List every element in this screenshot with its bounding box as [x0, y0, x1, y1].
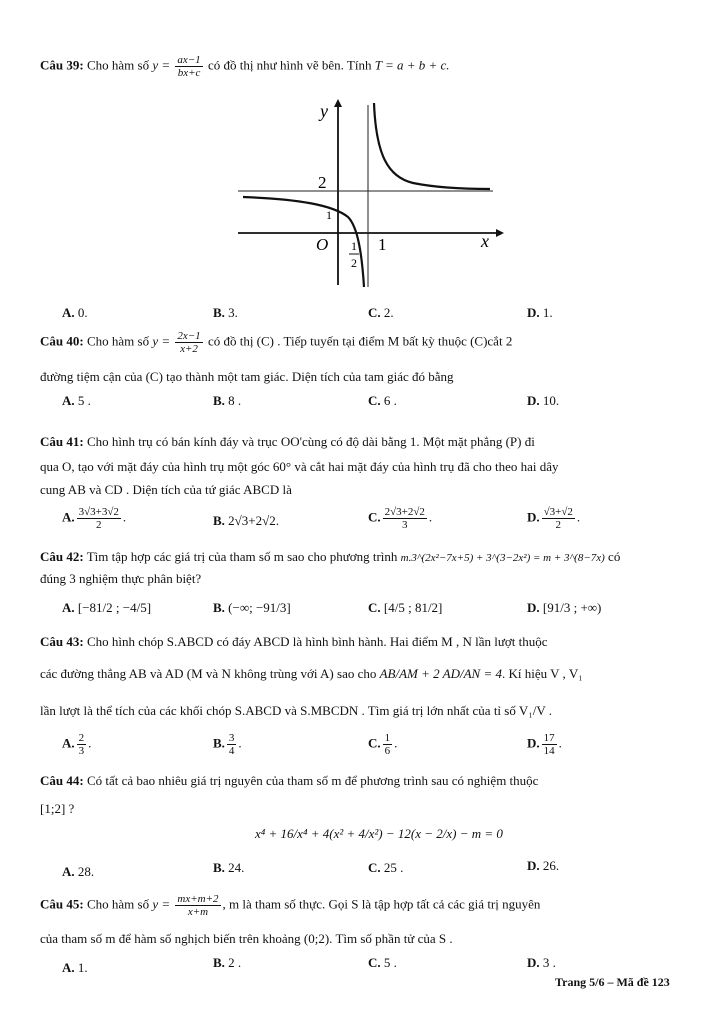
answer-option[interactable]: D. [91/3 ; +∞) [527, 600, 602, 615]
equation: x⁴ + 16/x⁴ + 4(x² + 4/x²) − 12(x − 2/x) − m = 0 [255, 826, 503, 841]
y-axis-arrow-icon [334, 99, 342, 107]
answer-option[interactable]: D. 10. [527, 393, 560, 408]
answer-option[interactable]: D. $\frac{17}{14}$ . [527, 732, 562, 757]
answer-option[interactable]: A. $\frac{3√3+3√2}{2}$ . [62, 506, 127, 531]
question-label: Câu 39: [40, 57, 84, 73]
question-label: Câu 41: [40, 434, 84, 449]
answer-fraction: $\frac{3}{4}$ [228, 732, 235, 757]
question-text: , m là tham số thực. Gọi S là tập hợp tất cả các giá trị nguyên [222, 896, 541, 912]
fraction-denominator: x+m [187, 906, 209, 918]
page-footer: Trang 5/6 – Mã đề 123 [555, 975, 670, 989]
question-text: Cho hàm số [86, 333, 150, 349]
x-axis-label: x [481, 231, 489, 251]
question-text: có [608, 549, 621, 564]
answer-option[interactable]: A. 28. [62, 864, 95, 879]
question-43-line3: lần lượt là thể tích của các khối chóp S.ABCD và S.MBCDN . Tìm giá trị lớn nhất của tỉ số V₁/V . [40, 703, 553, 718]
question-40 [40, 330, 690, 355]
fraction-denominator: x+2 [180, 343, 198, 355]
question-text: . Kí hiệu V , V₁ [502, 666, 583, 681]
question-42 [40, 548, 700, 567]
tick-label-x1: 1 [378, 235, 387, 254]
question-41-line2: qua O, tạo với mặt đáy của hình trụ một góc 60° và cắt hai mặt đáy của hình trụ đã cho theo hai dây [40, 459, 559, 474]
curve-right-branch [374, 103, 490, 189]
question-45-line2: của tham số m để hàm số nghịch biến trên khoảng (0;2). Tìm số phần tử của S . [40, 931, 453, 946]
answer-option[interactable]: A. 5 . [62, 393, 91, 408]
question-text: Tìm tập hợp các giá trị của tham số m sao cho phương trình [86, 549, 398, 564]
condition-expression: AB/AM + 2 AD/AN = 4 [379, 666, 502, 681]
answer-option[interactable]: B. 8 . [213, 393, 242, 408]
answer-option[interactable]: A. $\frac{2}{3}$ . [62, 732, 92, 757]
answer-fraction: $\frac{1}{6}$ [384, 732, 391, 757]
question-label: Câu 40: [40, 333, 84, 349]
answer-option[interactable]: C. $\frac{2√3+2√2}{3}$ . [368, 506, 433, 531]
answer-option[interactable]: A. [−81/2 ; −4/5] [62, 600, 152, 615]
answer-option[interactable]: C. $\frac{1}{6}$ . [368, 732, 398, 757]
answer-option[interactable]: B. 2 . [213, 955, 242, 970]
answer-option[interactable]: B. 3. [213, 305, 238, 320]
answer-fraction: $\frac{2}{3}$ [78, 732, 85, 757]
answer-option[interactable]: C. 5 . [368, 955, 397, 970]
function-graph [238, 95, 508, 290]
tick-label-y1: 1 [326, 208, 332, 222]
fraction-numerator: 2x−1 [177, 330, 201, 342]
function-fraction [175, 893, 220, 918]
question-text: Cho hình chóp S.ABCD có đáy ABCD là hình bình hành. Hai điểm M , N lần lượt thuộc [86, 634, 548, 649]
answer-fraction: $\frac{17}{14}$ [543, 732, 555, 757]
question-label: Câu 44: [40, 773, 84, 788]
function-fraction [175, 54, 202, 79]
answer-option[interactable]: B. 24. [213, 860, 245, 875]
question-39 [40, 54, 450, 79]
question-42-line2: đúng 3 nghiệm thực phân biệt? [40, 571, 202, 586]
question-text: Có tất cả bao nhiêu giá trị nguyên của tham số m để phương trình sau có nghiệm thuộc [86, 773, 539, 788]
answer-option[interactable]: A. 0. [62, 305, 88, 320]
target-expression: T = a + b + c. [374, 57, 450, 73]
question-text: các đường thẳng AB và AD (M và N không trùng với A) sao cho [40, 666, 377, 681]
fraction-denominator: bx+c [177, 67, 201, 79]
question-44 [40, 772, 700, 790]
question-label: Câu 45: [40, 896, 84, 912]
function-lhs: y = [152, 57, 171, 73]
question-label: Câu 42: [40, 549, 84, 564]
y-axis-label: y [320, 101, 328, 121]
answer-option[interactable]: D. 26. [527, 858, 560, 873]
question-text: có đồ thị (C) . Tiếp tuyến tại điểm M bất kỳ thuộc (C)cắt 2 [207, 333, 513, 349]
curve-left-branch [243, 197, 364, 287]
fraction-numerator: mx+m+2 [177, 893, 219, 905]
function-lhs: y = [152, 333, 171, 349]
question-41-line3: cung AB và CD . Diện tích của tứ giác ABCD là [40, 482, 292, 497]
answer-option[interactable]: D. 1. [527, 305, 553, 320]
answer-option[interactable]: B. $\frac{3}{4}$ . [213, 732, 242, 757]
answer-fraction: $\frac{√3+√2}{2}$ [543, 506, 573, 531]
question-text: có đồ thị như hình vẽ bên. Tính [207, 57, 372, 73]
answer-option[interactable]: C. [4/5 ; 81/2] [368, 600, 443, 615]
question-text: Cho hình trụ có bán kính đáy và trục OO'cùng có độ dài bằng 1. Một mặt phẳng (P) đi [86, 434, 535, 449]
answer-option[interactable]: C. 6 . [368, 393, 397, 408]
answer-fraction: $\frac{3√3+3√2}{2}$ [78, 506, 119, 531]
answer-option[interactable]: C. 25 . [368, 860, 404, 875]
function-fraction [175, 330, 202, 355]
equation: m.3^(2x²−7x+5) + 3^(3−2x²) = m + 3^(8−7x) [400, 552, 605, 564]
question-text: Cho hàm số [86, 896, 150, 912]
answer-option[interactable]: A. 1. [62, 960, 88, 975]
question-41 [40, 433, 690, 451]
question-43 [40, 633, 700, 651]
question-40-line2: đường tiệm cận của (C) tạo thành một tam giác. Diện tích của tam giác đó bằng [40, 369, 454, 384]
tick-label-half-num: 1 [351, 239, 357, 253]
answer-option[interactable]: D. 3 . [527, 955, 556, 970]
fraction-numerator: ax−1 [177, 54, 201, 66]
answer-option[interactable]: D. $\frac{√3+√2}{2}$ . [527, 506, 581, 531]
answer-option[interactable]: B. 2√3+2√2. [213, 513, 280, 528]
question-44-line2: [1;2] ? [40, 801, 75, 816]
x-axis-arrow-icon [496, 229, 504, 237]
answer-option[interactable]: C. 2. [368, 305, 394, 320]
function-lhs: y = [152, 896, 171, 912]
origin-label: O [316, 235, 329, 254]
answer-fraction: $\frac{2√3+2√2}{3}$ [384, 506, 425, 531]
question-label: Câu 43: [40, 634, 84, 649]
answer-option[interactable]: B. (−∞; −91/3] [213, 600, 291, 615]
tick-label-half-den: 2 [351, 256, 357, 270]
question-text: Cho hàm số [86, 57, 150, 73]
tick-label-y2: 2 [318, 173, 327, 192]
question-43-line2 [40, 665, 583, 683]
question-45 [40, 893, 700, 918]
